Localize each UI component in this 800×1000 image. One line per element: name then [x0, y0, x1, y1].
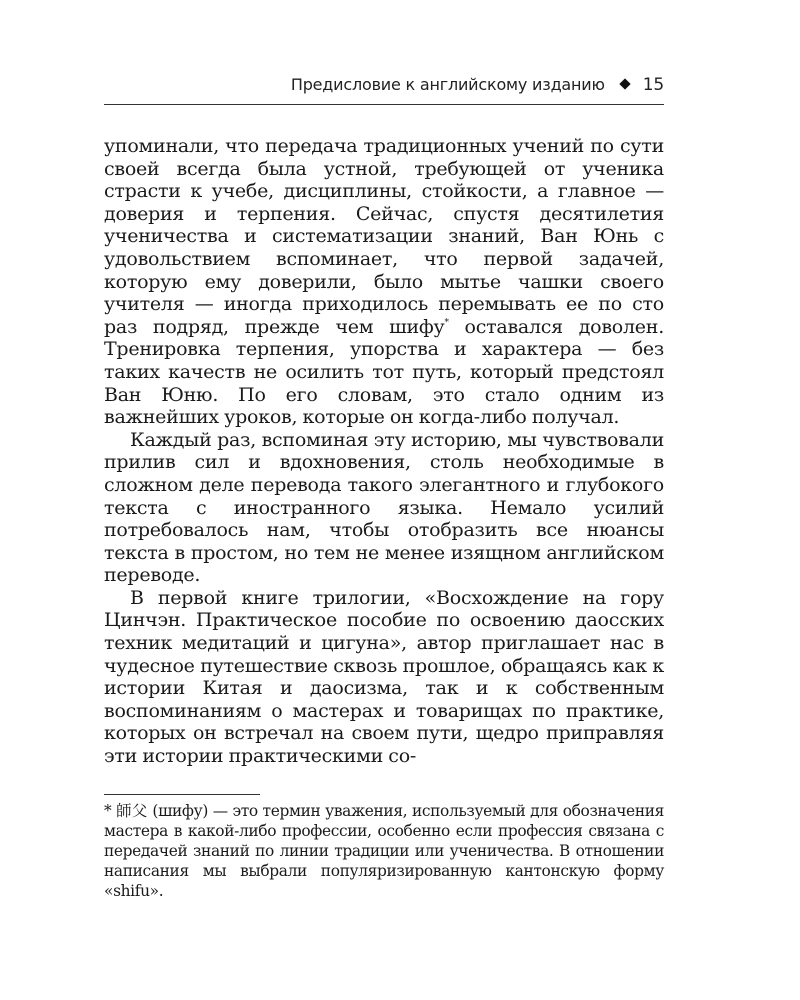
- body-text: [104, 135, 664, 768]
- page-number: 15: [642, 75, 664, 95]
- paragraph-1: [104, 135, 664, 429]
- book-page: [104, 72, 664, 917]
- paragraph-3: В первой книге трилогии, «Восхождение на гору Цинчэн. Практическое пособие по освоению даосских техник медитаций и цигуна», автор приглашает нас в чудесное путешествие сквозь прошлое, обращаясь как к истории Китая и даосизма, так и к собственным воспоминаниям о мастерах и товарищах по практике, которых он встречал на своем пути, щедро приправляя эти истории практическими со-: [104, 586, 664, 768]
- footnote-marker: *: [444, 317, 449, 328]
- header-rule: [104, 104, 664, 105]
- running-head-title: Предисловие к английскому изданию: [290, 75, 605, 94]
- footnote-rule: [104, 794, 260, 795]
- diamond-ornament-icon: [619, 78, 630, 89]
- running-head: [104, 72, 664, 98]
- paragraph-1-text-continued: оставался доволен. Тренировка терпения, упорства и характера — без таких качеств не осилить тот путь, который предстоял Ван Юню. По его словам, это стало одним из важнейших уроков, которые он когда-либо получал.: [104, 315, 665, 429]
- paragraph-2: Каждый раз, вспоминая эту историю, мы чувствовали прилив сил и вдохновения, столь необходимые в сложном деле перевода такого элегантного и глубокого текста с иностранного языка. Немало усилий потребовалось нам, чтобы отобразить все нюансы текста в простом, но тем не менее изящном английском переводе.: [104, 428, 664, 587]
- paragraph-1-text: упоминали, что передача традиционных учений по сути своей всегда была устной, требующей от ученика страсти к учебе, дисциплины, стойкости, а главное — доверия и терпения. Сейчас, спустя десятилетия ученичества и систематизации знаний, Ван Юнь с удовольствием вспоминает, что первой задачей, которую ему доверили, было мытье чашки своего учителя — иногда приходилось перемывать ее по сто раз подряд, прежде чем шифу: [104, 135, 664, 338]
- footnote: * 師父 (шифу) — это термин уважения, используемый для обозначения мастера в какой-либо профессии, особенно если профессия связана с передачей знаний по линии традиции или ученичества. В отношении написания мы выбрали популяризированную кантонскую форму «shifu».: [104, 801, 664, 901]
